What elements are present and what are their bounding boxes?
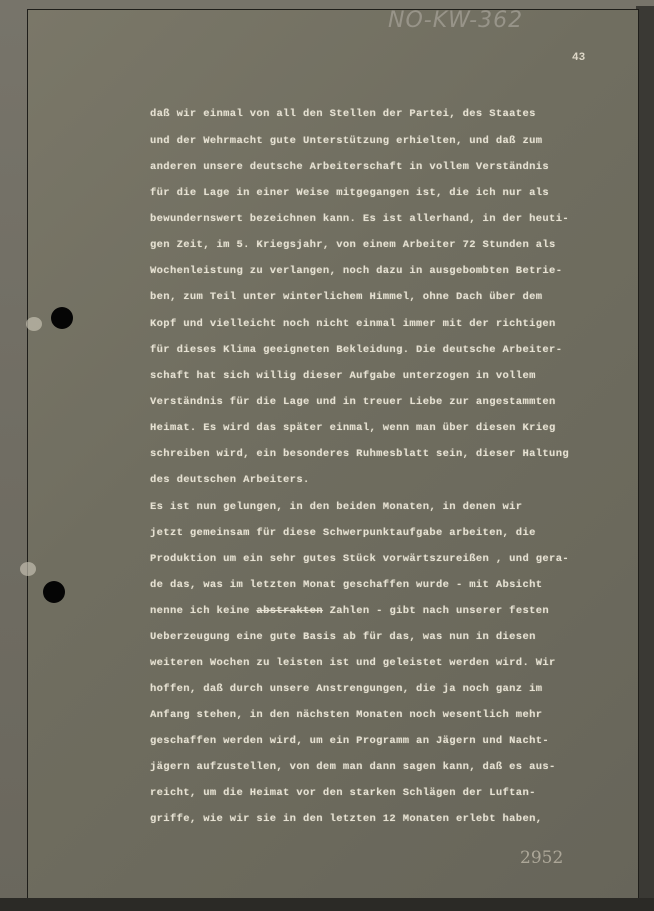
text-line: bewundernswert bezeichnen kann. Es ist allerhand, in der heuti- — [150, 213, 570, 225]
sheet-edge-bottom — [0, 898, 654, 911]
text-line: reicht, um die Heimat vor den starken Schlägen der Luftan- — [150, 787, 536, 799]
text-line: schreiben wird, ein besonderes Ruhmesblatt sein, dieser Haltung — [150, 448, 570, 460]
text-line: anderen unsere deutsche Arbeiterschaft in vollem Verständnis — [150, 161, 550, 173]
text-line: hoffen, daß durch unsere Anstrengungen, die ja noch ganz im — [150, 683, 543, 695]
paper-tear-upper — [26, 317, 42, 331]
text-line: weiteren Wochen zu leisten ist und geleistet werden wird. Wir — [150, 657, 556, 669]
text-line: Wochenleistung zu verlangen, noch dazu in ausgebombten Betrie- — [150, 265, 563, 277]
text-fragment: Zahlen - gibt nach unserer festen — [329, 605, 550, 617]
text-line: Verständnis für die Lage und in treuer Liebe zur angestammten — [150, 396, 556, 408]
text-line: Ueberzeugung eine gute Basis ab für das, was nun in diesen — [150, 631, 536, 643]
text-line: Heimat. Es wird das später einmal, wenn man über diesen Krieg — [150, 422, 556, 434]
text-line: Anfang stehen, in den nächsten Monaten noch wesentlich mehr — [150, 709, 543, 721]
text-line: für die Lage in einer Weise mitgegangen ist, die ich nur als — [150, 187, 550, 199]
text-line-with-strikeout — [150, 605, 654, 617]
punch-hole-lower — [43, 581, 65, 603]
text-line: Kopf und vielleicht noch nicht einmal immer mit der richtigen — [150, 318, 556, 330]
text-line: Es ist nun gelungen, in den beiden Monaten, in denen wir — [150, 501, 523, 513]
page-number: 43 — [572, 52, 586, 64]
text-line: de das, was im letzten Monat geschaffen wurde - mit Absicht — [150, 579, 543, 591]
text-fragment: nenne ich keine — [150, 605, 250, 617]
archive-number: NO-KW-362 — [388, 8, 524, 33]
text-line: jetzt gemeinsam für diese Schwerpunktaufgabe arbeiten, die — [150, 527, 536, 539]
text-line: für dieses Klima geeigneten Bekleidung. Die deutsche Arbeiter- — [150, 344, 563, 356]
text-line: und der Wehrmacht gute Unterstützung erhielten, und daß zum — [150, 135, 543, 147]
text-line: des deutschen Arbeiters. — [150, 474, 310, 486]
text-line: Produktion um ein sehr gutes Stück vorwärtszureißen , und gera- — [150, 553, 570, 565]
struck-word: abstrakten — [256, 605, 323, 617]
punch-hole-upper — [51, 307, 73, 329]
text-line: gen Zeit, im 5. Kriegsjahr, von einem Arbeiter 72 Stunden als — [150, 239, 556, 251]
text-line: daß wir einmal von all den Stellen der Partei, des Staates — [150, 108, 536, 120]
text-line: jägern aufzustellen, von dem man dann sagen kann, daß es aus- — [150, 761, 556, 773]
paper-tear-lower — [20, 562, 36, 576]
text-line: geschaffen werden wird, um ein Programm an Jägern und Nacht- — [150, 735, 550, 747]
stamped-page-number: 2952 — [520, 848, 564, 868]
text-line: ben, zum Teil unter winterlichem Himmel, ohne Dach über dem — [150, 291, 543, 303]
text-line: schaft hat sich willig dieser Aufgabe unterzogen in vollem — [150, 370, 536, 382]
text-line: griffe, wie wir sie in den letzten 12 Monaten erlebt haben, — [150, 813, 543, 825]
